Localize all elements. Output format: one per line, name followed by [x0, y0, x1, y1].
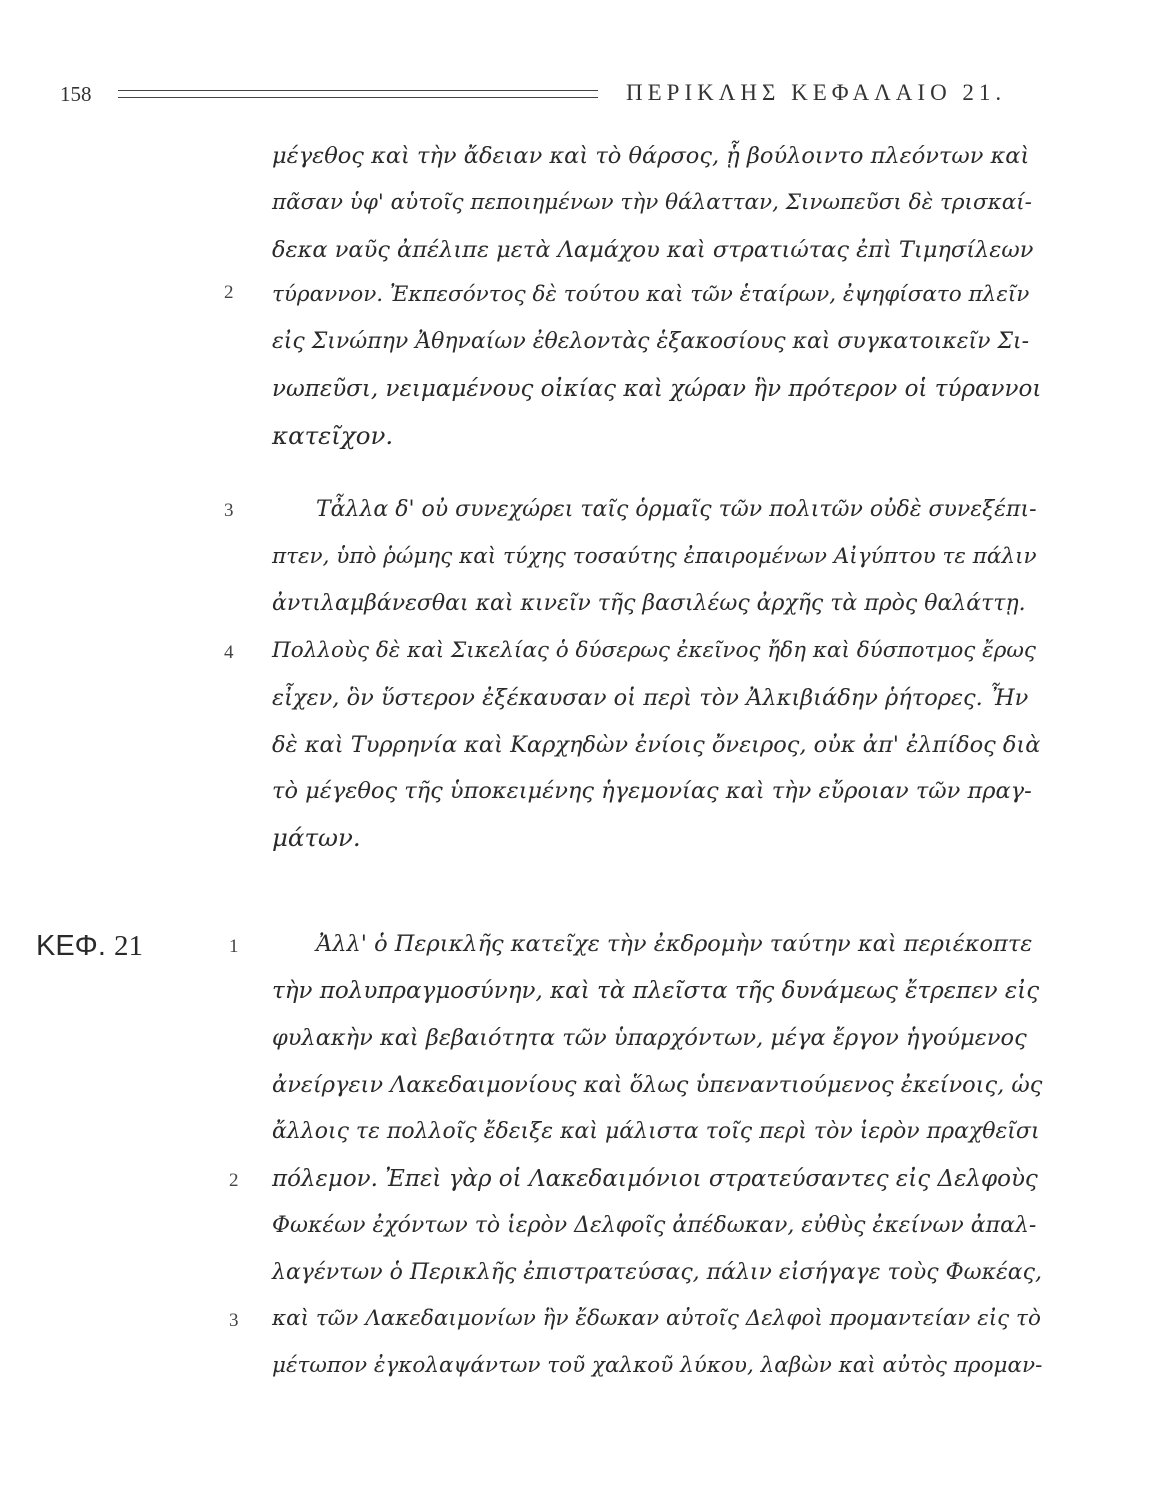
text-line: πᾶσαν ὑφ' αὑτοῖς πεποιημένων τὴν θάλατταν, Σινωπεῦσι δὲ τρισκαί- [272, 190, 1032, 215]
margin-number: 2 [229, 1170, 239, 1191]
text-line: μέτωπον ἐγκολαψάντων τοῦ χαλκοῦ λύκου, λαβὼν καὶ αὐτὸς προμαν- [272, 1353, 1043, 1378]
text-line: πόλεμον. Ἐπεὶ γὰρ οἱ Λακεδαιμόνιοι στρατεύσαντες εἰς Δελφοὺς [272, 1166, 1038, 1192]
text-line: δεκα ναῦς ἀπέλιπε μετὰ Λαμάχου καὶ στρατιώτας ἐπὶ Τιμησίλεων [272, 237, 1034, 263]
text-line: ἄλλοις τε πολλοῖς ἔδειξε καὶ μάλιστα τοῖς περὶ τὸν ἱερὸν πραχθεῖσι [272, 1119, 1040, 1144]
margin-number: 2 [224, 282, 234, 303]
text-line: τύραννον. Ἐκπεσόντος δὲ τούτου καὶ τῶν ἑταίρων, ἐψηφίσατο πλεῖν [272, 282, 1030, 307]
text-line: μάτων. [272, 823, 361, 852]
header-rule [118, 90, 598, 98]
margin-number: 3 [229, 1310, 239, 1331]
page-header [0, 0, 1158, 120]
text-line: ἀντιλαμβάνεσθαι καὶ κινεῖν τῆς βασιλέως ἀρχῆς τὰ πρὸς θαλάττῃ. [272, 591, 1026, 616]
text-line: Τἆλλα δ' οὐ συνεχώρει ταῖς ὁρμαῖς τῶν πολιτῶν οὐδὲ συνεξέπι- [316, 497, 1037, 522]
text-line: καὶ τῶν Λακεδαιμονίων ἣν ἔδωκαν αὐτοῖς Δελφοὶ προμαντείαν εἰς τὸ [272, 1306, 1041, 1331]
text-line: λαγέντων ὁ Περικλῆς ἐπιστρατεύσας, πάλιν εἰσήγαγε τοὺς Φωκέας, [272, 1260, 1042, 1285]
text-line: εἰς Σινώπην Ἀθηναίων ἐθελοντὰς ἑξακοσίους καὶ συγκατοικεῖν Σι- [272, 329, 1030, 354]
chapter-label [36, 930, 143, 963]
text-line: πτεν, ὑπὸ ῥώμης καὶ τύχης τοσαύτης ἐπαιρομένων Αἰγύπτου τε πάλιν [272, 544, 1037, 569]
text-line: εἶχεν, ὃν ὕστερον ἐξέκαυσαν οἱ περὶ τὸν Ἀλκιβιάδην ῥήτορες. Ἦν [272, 685, 1029, 711]
margin-number: 3 [224, 500, 234, 521]
running-title: ΠΕΡΙΚΛΗΣ ΚΕΦΑΛΑΙΟ 21. [626, 80, 1007, 105]
text-line: μέγεθος καὶ τὴν ἄδειαν καὶ τὸ θάρσος, ᾗ βούλοιντο πλεόντων καὶ [272, 143, 1030, 169]
page-number: 158 [60, 82, 92, 106]
chapter-prefix: ΚΕΦ. [36, 930, 106, 962]
text-line: φυλακὴν καὶ βεβαιότητα τῶν ὑπαρχόντων, μέγα ἔργον ἡγούμενος [272, 1025, 1027, 1051]
margin-number: 1 [229, 936, 239, 957]
text-line: δὲ καὶ Τυρρηνία καὶ Καρχηδὼν ἐνίοις ὄνειρος, οὐκ ἀπ' ἐλπίδος διὰ [272, 732, 1041, 758]
text-line: τὴν πολυπραγμοσύνην, καὶ τὰ πλεῖστα τῆς δυνάμεως ἔτρεπεν εἰς [272, 978, 1040, 1004]
text-line: τὸ μέγεθος τῆς ὑποκειμένης ἡγεμονίας καὶ τὴν εὔροιαν τῶν πραγ- [272, 778, 1032, 804]
margin-number: 4 [224, 642, 234, 663]
text-line: Ἀλλ' ὁ Περικλῆς κατεῖχε τὴν ἐκδρομὴν ταύτην καὶ περιέκοπτε [316, 931, 1033, 957]
text-line: Πολλοὺς δὲ καὶ Σικελίας ὁ δύσερως ἐκεῖνος ἤδη καὶ δύσποτμος ἔρως [272, 638, 1036, 663]
text-line: κατεῖχον. [272, 421, 394, 450]
text-line: νωπεῦσι, νειμαμένους οἰκίας καὶ χώραν ἣν πρότερον οἱ τύραννοι [272, 376, 1042, 402]
text-line: Φωκέων ἐχόντων τὸ ἱερὸν Δελφοῖς ἀπέδωκαν, εὐθὺς ἐκείνων ἀπαλ- [272, 1213, 1037, 1238]
text-line: ἀνείργειν Λακεδαιμονίους καὶ ὅλως ὑπεναντιούμενος ἐκείνοις, ὡς [272, 1072, 1043, 1098]
chapter-number: 21 [113, 930, 143, 962]
